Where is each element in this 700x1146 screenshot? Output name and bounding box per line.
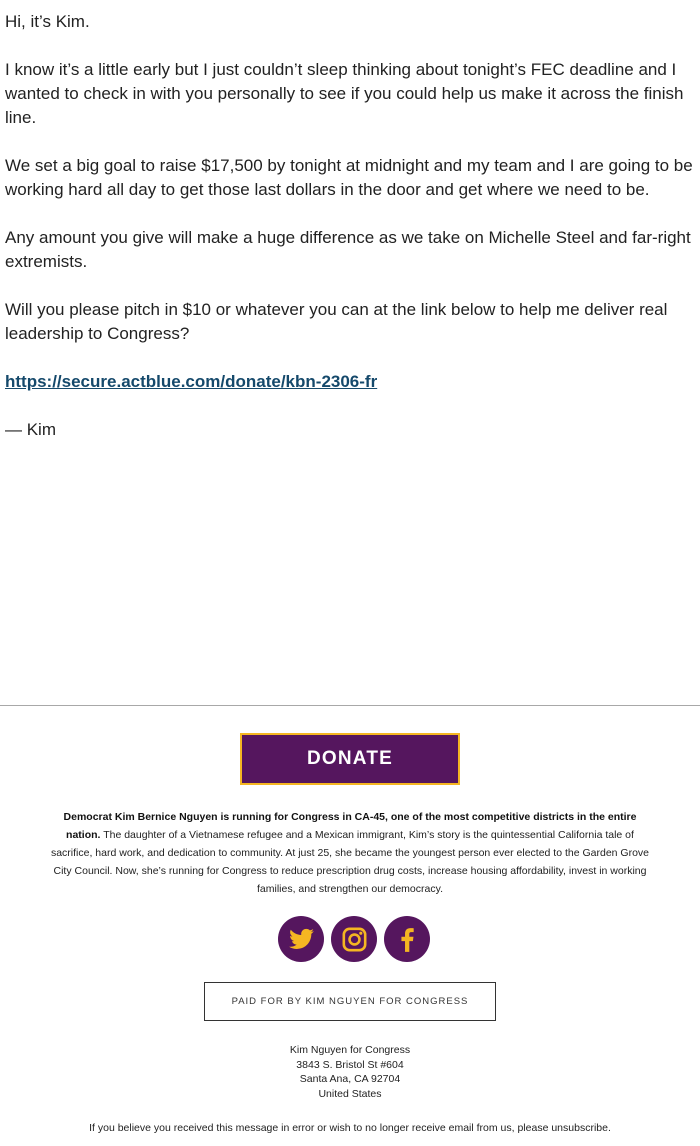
paragraph-impact: Any amount you give will make a huge difference as we take on Michelle Steel and far-right extremists. [5, 228, 691, 271]
facebook-icon[interactable] [384, 916, 430, 962]
instagram-icon[interactable] [331, 916, 377, 962]
email-body [5, 10, 695, 466]
address-country: United States [318, 1087, 382, 1100]
unsubscribe-end: . [607, 1122, 611, 1134]
address-org: Kim Nguyen for Congress [289, 1044, 411, 1056]
donate-button[interactable]: DONATE [240, 733, 460, 785]
unsubscribe-link[interactable]: unsubscribe [551, 1122, 608, 1134]
twitter-icon[interactable] [278, 916, 324, 962]
paragraph-goal: We set a big goal to raise $17,500 by tonight at midnight and my team and I are going to be working hard all day to get those last dollars in the door and get where we need to be. [5, 156, 693, 199]
mailing-address [150, 1043, 550, 1101]
paragraph-ask: Will you please pitch in $10 or whatever you can at the link below to help me deliver real leadership to Congress? [5, 300, 668, 343]
signature: — Kim [5, 420, 56, 439]
candidate-bio-text: The daughter of a Vietnamese refugee and a Mexican immigrant, Kim’s story is the quintessential California tale of sacrifice, hard work, and dedication to community. At just 25, she became the youngest person ever elected to the Garden Grove City Council. Now, she’s running for Congress to reduce prescription drug costs, increase housing affordability, invest in working families, and strengthen our democracy. [50, 829, 650, 895]
social-links [278, 916, 430, 962]
address-city: Santa Ana, CA 92704 [299, 1073, 401, 1085]
candidate-bio [48, 808, 652, 898]
paragraph-intro: I know it’s a little early but I just couldn’t sleep thinking about tonight’s FEC deadline and I wanted to check in with you personally to see if you could help us make it across the finish line. [5, 60, 684, 127]
address-street: 3843 S. Bristol St #604 [296, 1058, 404, 1071]
greeting: Hi, it’s Kim. [5, 12, 90, 31]
paid-for-disclaimer: PAID FOR BY KIM NGUYEN FOR CONGRESS [204, 982, 496, 1021]
unsubscribe-text: If you believe you received this message in error or wish to no longer receive email from us, please [89, 1122, 552, 1134]
footer-divider [0, 705, 700, 706]
donate-link[interactable]: https://secure.actblue.com/donate/kbn-2306-fr [5, 372, 378, 391]
unsubscribe-notice [20, 1121, 680, 1135]
candidate-bio-bold: Democrat Kim Bernice Nguyen is running for Congress in CA-45, one of the most competitive districts in the entire nation. [63, 811, 637, 841]
donate-link-row [5, 370, 695, 394]
